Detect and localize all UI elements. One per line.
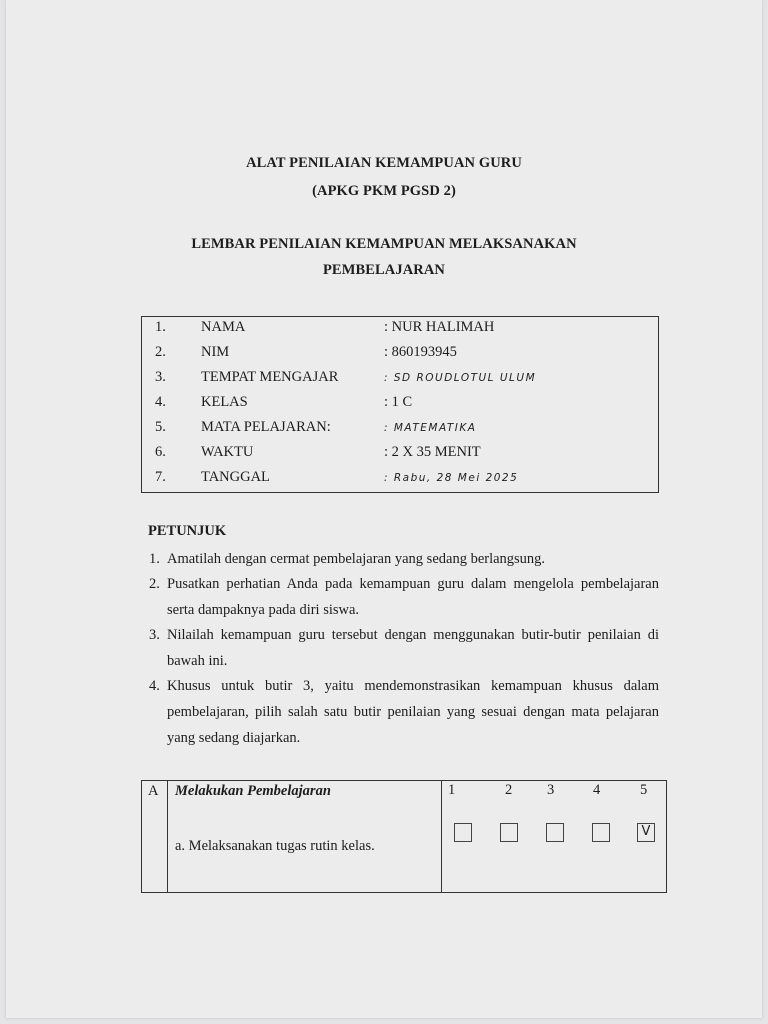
score-checkbox-2[interactable] [500,823,518,842]
field-label: KELAS [201,394,248,410]
field-value: : 860193945 [384,344,457,360]
row-number: 4. [155,394,166,410]
doc-title: ALAT PENILAIAN KEMAMPUAN GURU [246,155,522,171]
section-heading: Melakukan Pembelajaran [175,783,331,799]
evaluation-item: a. Melaksanakan tugas rutin kelas. [175,838,375,854]
identity-row [142,469,658,494]
instruction-number: 1. [149,551,160,567]
field-label: NIM [201,344,230,360]
instruction-item [149,546,659,572]
evaluation-table [141,780,667,893]
row-number: 3. [155,369,166,385]
identity-table [141,316,659,493]
field-label: TEMPAT MENGAJAR [201,369,339,385]
field-label: WAKTU [201,444,254,460]
field-value: : 2 X 35 MENIT [384,444,481,460]
section-letter: A [148,783,159,799]
row-number: 2. [155,344,166,360]
doc-subtitle: (APKG PKM PGSD 2) [312,183,456,199]
field-label: MATA PELAJARAN: [201,419,331,435]
identity-row [142,394,658,419]
scale-label: 5 [640,782,648,798]
row-number: 1. [155,319,166,335]
handwritten-value: : Rabu, 28 Mei 2025 [384,472,519,484]
instruction-text: Pusatkan perhatian Anda pada kemampuan guru dalam mengelola pembelajaran serta dampaknya pada diri siswa. [167,576,659,618]
instruction-number: 2. [149,576,160,592]
sheet-title: LEMBAR PENILAIAN KEMAMPUAN MELAKSANAKAN [191,236,577,252]
row-number: 7. [155,469,166,485]
identity-row [142,319,658,344]
handwritten-value: : MATEMATIKA [384,422,477,434]
scale-label: 3 [547,782,555,798]
instruction-number: 4. [149,678,160,694]
scale-label: 2 [505,782,513,798]
field-value: : NUR HALIMAH [384,319,495,335]
field-label: NAMA [201,319,246,335]
scale-label: 1 [448,782,456,798]
column-divider [167,781,168,892]
field-value: : 1 C [384,394,413,410]
instruction-item [149,622,659,674]
score-checkbox-5[interactable]: V [637,823,655,842]
score-checkbox-4[interactable] [592,823,610,842]
scale-label: 4 [593,782,601,798]
instructions-title: PETUNJUK [148,523,227,539]
score-checkbox-1[interactable] [454,823,472,842]
identity-row [142,444,658,469]
instruction-number: 3. [149,627,160,643]
field-label: TANGGAL [201,469,270,485]
score-checkbox-3[interactable] [546,823,564,842]
handwritten-value: : SD ROUDLOTUL ULUM [384,372,537,384]
instruction-text: Nilailah kemampuan guru tersebut dengan menggunakan butir-butir penilaian di bawah ini. [167,627,659,669]
instruction-text: Khusus untuk butir 3, yaitu mendemonstrasikan kemampuan khusus dalam pembelajaran, pilih salah satu butir penilaian yang sesuai dengan mata pelajaran yang sedang diajarkan. [167,678,659,746]
instruction-text: Amatilah dengan cermat pembelajaran yang sedang berlangsung. [167,551,546,567]
column-divider [441,781,442,892]
instruction-item [149,673,659,751]
identity-row [142,369,658,394]
identity-row [142,344,658,369]
row-number: 5. [155,419,166,435]
identity-row [142,419,658,444]
sheet-title-cont: PEMBELAJARAN [322,262,446,278]
row-number: 6. [155,444,166,460]
instruction-item [149,571,659,623]
